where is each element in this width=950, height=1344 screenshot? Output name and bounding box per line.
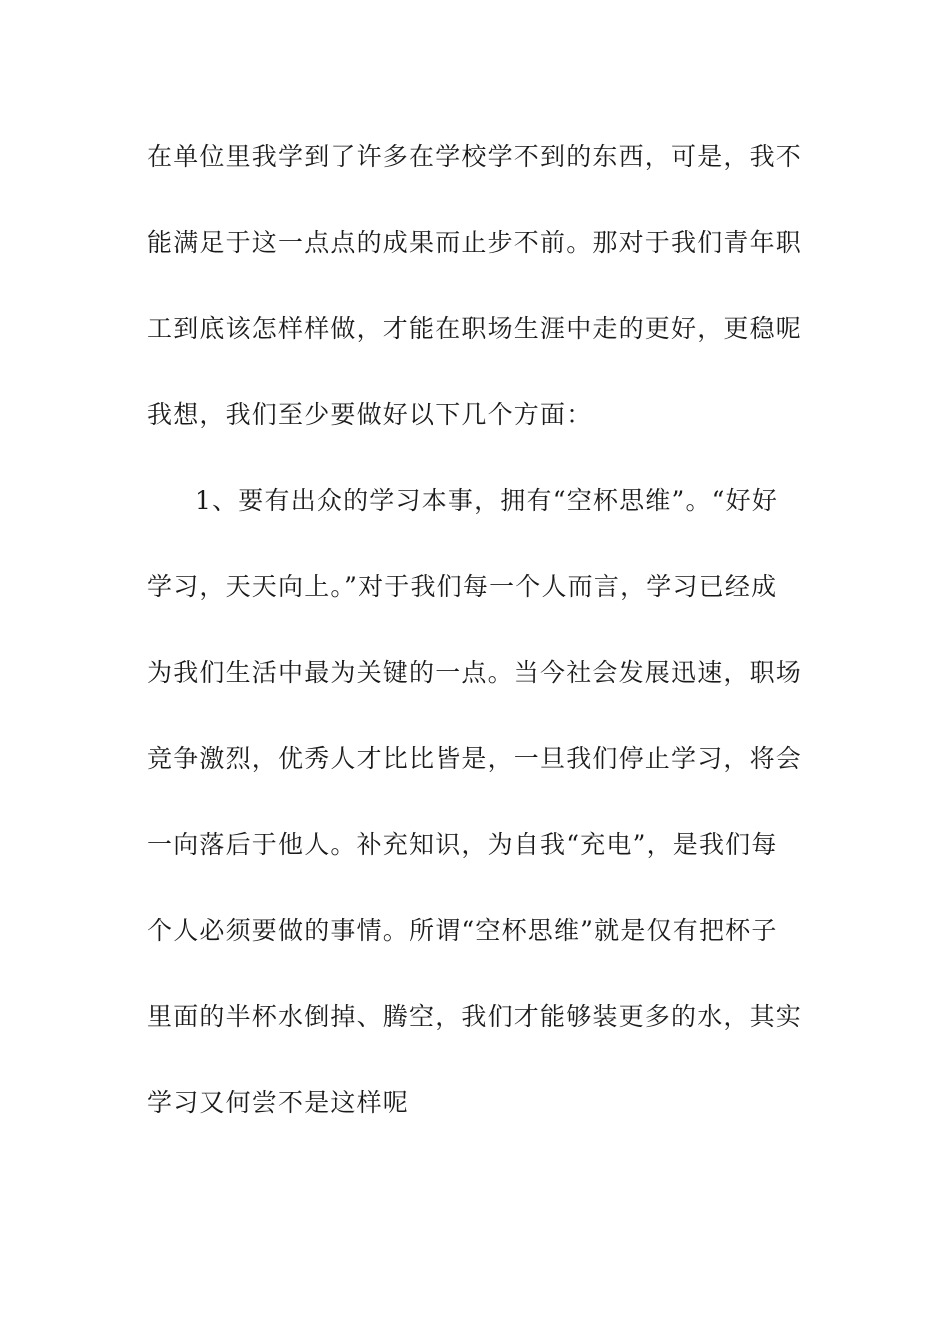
text-line: 一向落后于他人。补充知识，为自我“充电”，是我们每 [147,830,778,859]
text-line: 能满足于这一点点的成果而止步不前。那对于我们青年职 [147,228,803,257]
text-line: 工到底该怎样样做，才能在职场生涯中走的更好，更稳呢 [147,314,803,343]
text-line: 学习又何尝不是这样呢 [147,1088,410,1117]
text-line: 竞争激烈，优秀人才比比皆是，一旦我们停止学习，将会 [147,744,803,773]
text-line: 个人必须要做的事情。所谓“空杯思维”就是仅有把杯子 [147,916,778,945]
text-line: 为我们生活中最为关键的一点。当今社会发展迅速，职场 [147,658,803,687]
text-line: 里面的半杯水倒掉、腾空，我们才能够装更多的水，其实 [147,1002,803,1031]
text-line: 在单位里我学到了许多在学校学不到的东西，可是，我不 [147,142,803,171]
paragraph-start-line: 1、要有出众的学习本事，拥有“空杯思维”。“好好 [195,486,779,515]
text-line: 我想，我们至少要做好以下几个方面： [147,400,593,429]
text-line: 学习，天天向上。”对于我们每一个人而言，学习已经成 [147,572,778,601]
